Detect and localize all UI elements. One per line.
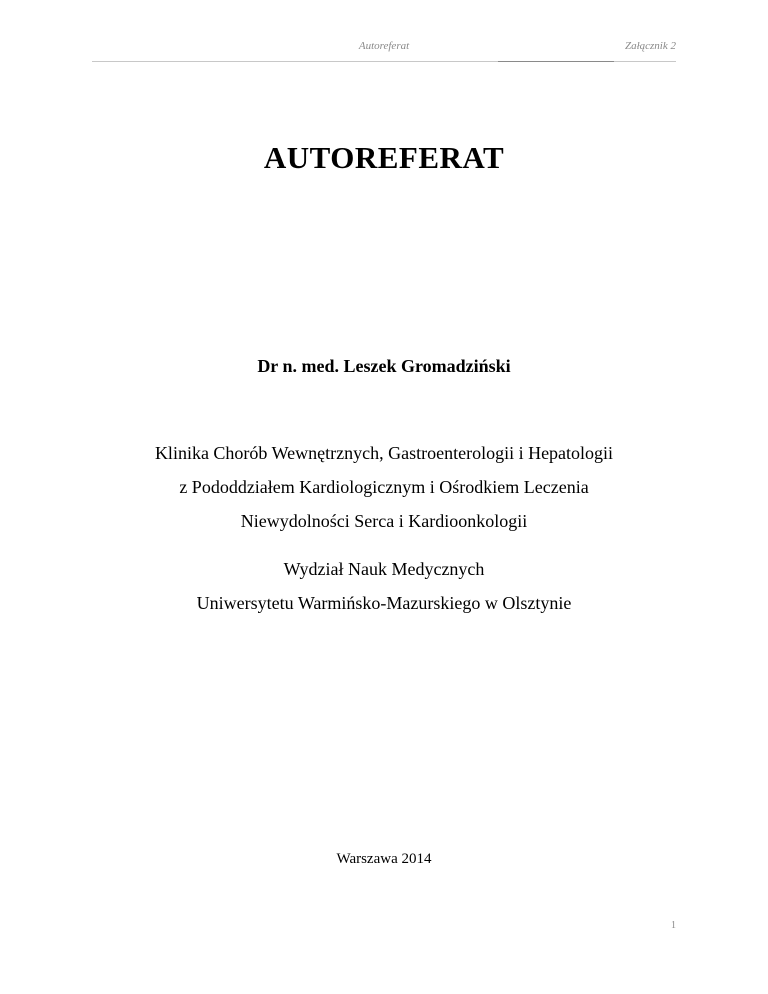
page-number: 1 [671, 920, 676, 931]
page-header [0, 0, 768, 64]
place-date: Warszawa 2014 [336, 851, 432, 867]
faculty-line-1: Wydział Nauk Medycznych [283, 559, 485, 579]
affiliation-line-2: z Pododdziałem Kardiologicznym i Ośrodkiem Leczenia [179, 477, 589, 497]
header-attachment-label: Załącznik 2 [624, 40, 676, 52]
faculty-block [0, 552, 768, 620]
faculty-line-2: Uniwersytetu Warmińsko-Mazurskiego w Olsztynie [196, 593, 572, 613]
author-name: Dr n. med. Leszek Gromadziński [257, 356, 511, 376]
document-title: AUTOREFERAT [263, 140, 505, 175]
affiliation-line-3: Niewydolności Serca i Kardioonkologii [240, 511, 528, 531]
affiliation-block [0, 436, 768, 538]
header-title: Autoreferat [358, 40, 410, 52]
header-divider-accent [498, 61, 614, 62]
affiliation-line-1: Klinika Chorób Wewnętrznych, Gastroenterologii i Hepatologii [154, 443, 614, 463]
